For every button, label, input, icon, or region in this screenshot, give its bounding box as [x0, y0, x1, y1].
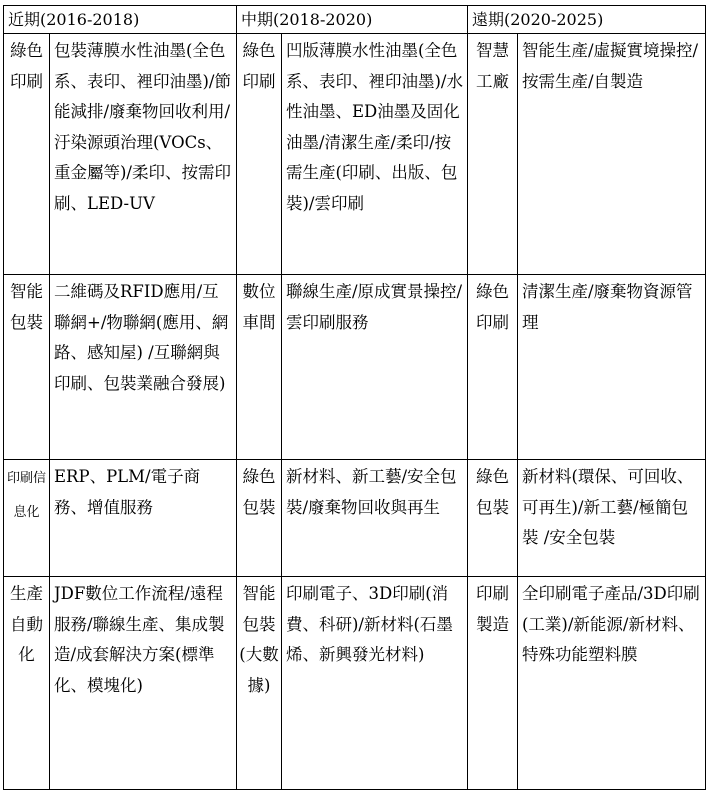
- roadmap-table-container: [3, 5, 706, 790]
- far-description: 智能生產/虛擬實境操控/按需生產/自製造: [518, 34, 706, 275]
- near-description: JDF數位工作流程/遠程服務/聯線生產、集成製造/成套解決方案(標準化、模塊化): [50, 577, 237, 790]
- mid-category-label: 綠色印刷: [237, 34, 282, 275]
- table-row: [4, 34, 706, 275]
- far-category-label: 綠色印刷: [468, 275, 518, 460]
- near-category-label: 綠色印刷: [4, 34, 50, 275]
- far-category-label: 綠色包裝: [468, 460, 518, 577]
- header-long-term: 遠期(2020-2025): [468, 6, 706, 34]
- header-row: [4, 6, 706, 34]
- table-row: [4, 577, 706, 790]
- far-description: 新材料(環保、可回收、可再生)/新工藝/極簡包裝 /安全包裝: [518, 460, 706, 577]
- table-row: [4, 460, 706, 577]
- mid-description: 印刷電子、3D印刷(消費、科研)/新材料(石墨烯、新興發光材料): [282, 577, 468, 790]
- mid-category-label: 綠色包裝: [237, 460, 282, 577]
- mid-description: 新材料、新工藝/安全包裝/廢棄物回收與再生: [282, 460, 468, 577]
- near-description: ERP、PLM/電子商務、增值服務: [50, 460, 237, 577]
- mid-category-label: 數位車間: [237, 275, 282, 460]
- near-category-label: 生產自動化: [4, 577, 50, 790]
- far-description: 清潔生產/廢棄物資源管理: [518, 275, 706, 460]
- table-row: [4, 275, 706, 460]
- far-description: 全印刷電子產品/3D印刷(工業)/新能源/新材料、特殊功能塑料膜: [518, 577, 706, 790]
- header-mid-term: 中期(2018-2020): [237, 6, 468, 34]
- near-description: 包裝薄膜水性油墨(全色系、表印、裡印油墨)/節能減排/廢棄物回收利用/汙染源頭治理(VOCs、重金屬等)/柔印、按需印刷、LED-UV: [50, 34, 237, 275]
- near-category-label: 智能包裝: [4, 275, 50, 460]
- far-category-label: 智慧工廠: [468, 34, 518, 275]
- mid-description: 聯線生產/原成實景操控/雲印刷服務: [282, 275, 468, 460]
- roadmap-table: [3, 5, 706, 790]
- far-category-label: 印刷製造: [468, 577, 518, 790]
- mid-description: 凹版薄膜水性油墨(全色系、表印、裡印油墨)/水性油墨、ED油墨及固化油墨/清潔生產/柔印/按需生產(印刷、出版、包裝)/雲印刷: [282, 34, 468, 275]
- near-category-label: 印刷信息化: [4, 460, 50, 577]
- header-near-term: 近期(2016-2018): [4, 6, 237, 34]
- mid-category-label: 智能包裝(大數據): [237, 577, 282, 790]
- near-description: 二維碼及RFID應用/互聯網+/物聯網(應用、網路、感知屋) /互聯網與印刷、包裝業融合發展): [50, 275, 237, 460]
